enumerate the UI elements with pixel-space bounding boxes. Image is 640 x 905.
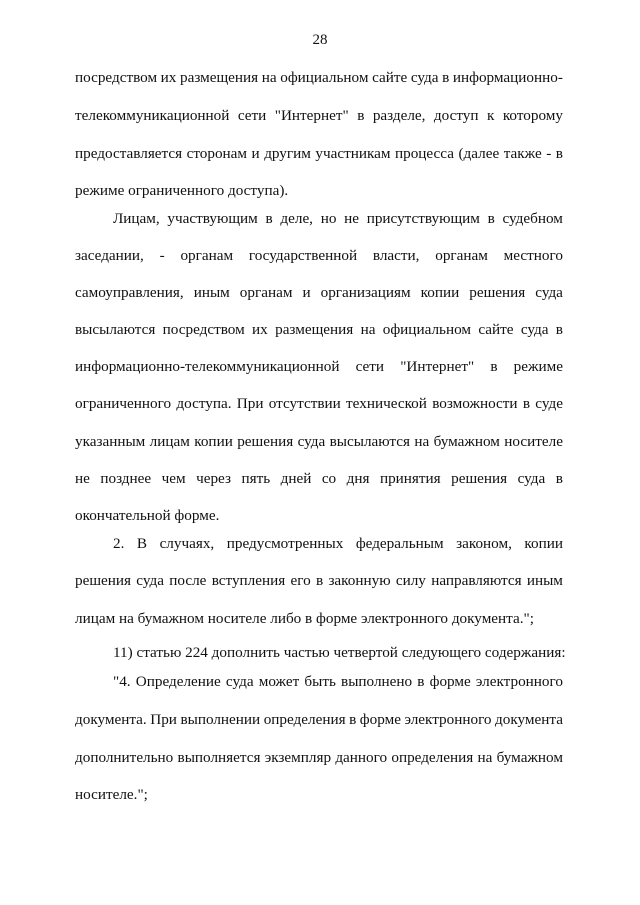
word: сторонам: [186, 145, 248, 162]
text-line: [75, 470, 563, 488]
word: телекоммуникационной: [75, 107, 230, 124]
word: документа.: [75, 711, 147, 728]
word: Лицам,: [113, 210, 160, 227]
word: силу: [395, 572, 426, 589]
word: выполнено: [341, 673, 413, 690]
word: в: [555, 321, 563, 338]
word: также: [503, 145, 542, 162]
word: сайте: [372, 69, 408, 86]
word: решения: [469, 284, 526, 301]
word: доступ: [433, 107, 479, 124]
word: документа: [495, 711, 563, 728]
word: режиме: [513, 358, 563, 375]
word: посредством: [75, 69, 158, 86]
word: отсутствии: [268, 395, 341, 412]
word: местного: [503, 247, 563, 264]
text-line: окончательной форме.: [75, 507, 220, 524]
word: иным: [193, 284, 230, 301]
word: в: [555, 470, 563, 487]
word: случаях,: [159, 535, 215, 552]
word: быть: [304, 673, 336, 690]
word: -: [546, 145, 552, 162]
word: дополнительно: [75, 749, 174, 766]
word: органам: [239, 284, 293, 301]
word: через: [196, 470, 231, 487]
word: присутствующим: [366, 210, 480, 227]
text-line: [113, 535, 563, 553]
word: в: [315, 572, 324, 589]
text-line: 11) статью 224 дополнить частью четвертой следующего содержания:: [113, 644, 566, 661]
word: размещения: [180, 69, 259, 86]
text-line: [75, 433, 563, 451]
text-line: [75, 572, 563, 590]
word: их: [252, 321, 268, 338]
word: официальном: [382, 321, 471, 338]
word: на: [477, 749, 493, 766]
word: другим: [264, 145, 311, 162]
word: решения: [75, 572, 132, 589]
word: Определение: [135, 673, 221, 690]
word: официальном: [280, 69, 369, 86]
text-line: [75, 711, 563, 729]
word: форме: [429, 673, 471, 690]
word: предоставляется: [75, 145, 183, 162]
word: принятия: [379, 470, 441, 487]
word: возможности: [432, 395, 518, 412]
word: данного: [335, 749, 388, 766]
word: судебном: [502, 210, 563, 227]
word: федеральным: [355, 535, 444, 552]
word: не: [75, 470, 90, 487]
text-line: [113, 210, 563, 228]
word: организациям: [320, 284, 411, 301]
text-line: [75, 69, 563, 87]
word: суда: [297, 433, 326, 450]
word: копии: [420, 284, 460, 301]
word: суда: [410, 69, 439, 86]
word: -: [159, 247, 165, 264]
word: При: [236, 395, 264, 412]
word: в: [349, 711, 357, 728]
word: которому: [502, 107, 563, 124]
word: экземпляр: [264, 749, 332, 766]
text-line: носителе.";: [75, 786, 148, 803]
text-line: [75, 749, 563, 767]
text-line: [75, 247, 563, 265]
word: законную: [328, 572, 391, 589]
word: не: [344, 210, 359, 227]
word: информационно-телекоммуникационной: [75, 358, 340, 375]
word: участвующим: [167, 210, 258, 227]
word: со: [321, 470, 337, 487]
word: решения: [451, 470, 508, 487]
word: в: [357, 107, 365, 124]
text-line: режиме ограниченного доступа).: [75, 182, 289, 199]
word: органам: [435, 247, 488, 264]
word: размещения: [275, 321, 354, 338]
word: решения: [237, 433, 294, 450]
word: суда: [225, 673, 254, 690]
word: разделе,: [372, 107, 426, 124]
word: пять: [241, 470, 271, 487]
word: суда: [520, 321, 549, 338]
word: в: [417, 673, 425, 690]
text-line: [113, 673, 563, 691]
text-line: [75, 107, 563, 125]
word: вступления: [211, 572, 286, 589]
word: законом,: [456, 535, 512, 552]
word: высылаются: [75, 321, 156, 338]
word: носителе: [504, 433, 563, 450]
text-line: [75, 395, 563, 413]
word: чем: [161, 470, 186, 487]
word: сайте: [478, 321, 514, 338]
word: и: [251, 145, 260, 162]
word: копии: [524, 535, 563, 552]
text-line: [75, 321, 563, 339]
word: определения: [263, 711, 346, 728]
word: дня: [346, 470, 370, 487]
word: определения: [391, 749, 474, 766]
word: в: [265, 210, 273, 227]
word: ограниченного: [75, 395, 172, 412]
word: сети: [355, 358, 385, 375]
text-line: [75, 284, 563, 302]
word: суда: [535, 284, 563, 301]
word: доступа.: [176, 395, 232, 412]
word: выполняется: [177, 749, 261, 766]
word: электронного: [475, 673, 563, 690]
word: выполнении: [180, 711, 261, 728]
word: на: [360, 321, 376, 338]
word: "4.: [113, 673, 131, 690]
word: предусмотренных: [226, 535, 344, 552]
word: направляются: [431, 572, 522, 589]
word: на: [261, 69, 277, 86]
word: лицам: [149, 433, 190, 450]
word: бумажном: [496, 749, 563, 766]
word: посредством: [162, 321, 245, 338]
word: сети: [237, 107, 267, 124]
word: "Интернет": [400, 358, 475, 375]
word: его: [290, 572, 311, 589]
word: технической: [346, 395, 427, 412]
word: участникам: [315, 145, 391, 162]
word: 2.: [113, 535, 125, 552]
word: их: [160, 69, 177, 86]
word: суда: [136, 572, 164, 589]
word: (далее: [458, 145, 500, 162]
word: высылаются: [329, 433, 410, 450]
word: иным: [526, 572, 563, 589]
word: в: [522, 395, 531, 412]
word: указанным: [75, 433, 146, 450]
word: электронного: [404, 711, 492, 728]
word: к: [486, 107, 495, 124]
word: информационно-: [452, 69, 563, 86]
word: в: [442, 69, 450, 86]
word: власти,: [372, 247, 420, 264]
word: может: [258, 673, 300, 690]
word: "Интернет": [274, 107, 349, 124]
word: в: [490, 358, 498, 375]
word: самоуправления,: [75, 284, 184, 301]
word: дней: [280, 470, 312, 487]
word: в: [555, 145, 563, 162]
word: государственной: [248, 247, 358, 264]
word: суде: [535, 395, 563, 412]
word: органам: [180, 247, 234, 264]
word: после: [169, 572, 207, 589]
text-line: [75, 145, 563, 163]
word: и: [302, 284, 311, 301]
word: форме: [359, 711, 401, 728]
page-number: 28: [312, 32, 328, 48]
word: При: [150, 711, 177, 728]
word: заседании,: [75, 247, 144, 264]
text-line: [75, 358, 563, 376]
word: на: [414, 433, 430, 450]
word: деле,: [280, 210, 313, 227]
word: позднее: [100, 470, 152, 487]
text-line: лицам на бумажном носителе либо в форме электронного документа.";: [75, 610, 534, 627]
word: но: [320, 210, 337, 227]
word: копии: [194, 433, 233, 450]
word: В: [136, 535, 148, 552]
word: в: [487, 210, 495, 227]
word: процесса: [394, 145, 454, 162]
word: бумажном: [433, 433, 500, 450]
word: суда: [517, 470, 546, 487]
